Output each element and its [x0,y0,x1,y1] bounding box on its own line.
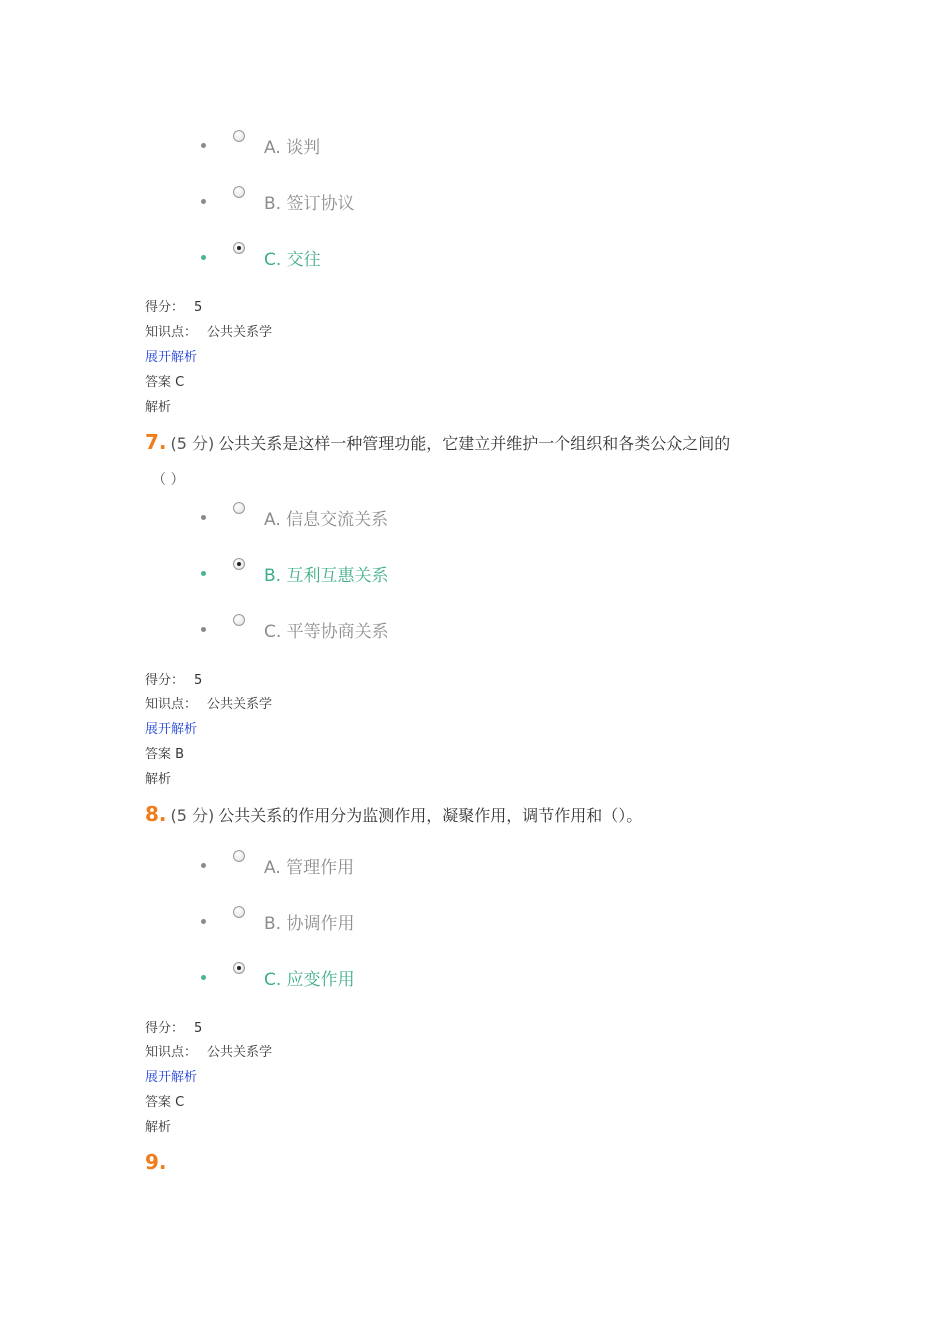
q7-score: 得分： 5 [145,673,203,688]
q7-option-b-label: B. 互利互惠关系 [264,566,389,586]
bullet-icon [201,919,206,924]
radio-unchecked-icon[interactable] [233,614,245,626]
q8-option-c[interactable] [0,962,700,992]
q6-analysis-label: 解析 [145,400,172,415]
q8-knowledge-point: 知识点： 公共关系学 [145,1045,273,1060]
q8-points: (5 分) [170,806,215,825]
bullet-icon [201,571,206,576]
q9-header [145,1150,167,1174]
radio-checked-icon[interactable] [233,242,245,254]
q8-option-a[interactable] [0,850,700,880]
q8-expand-analysis-link[interactable]: 展开解析 [145,1070,198,1085]
q6-knowledge-point: 知识点： 公共关系学 [145,325,273,340]
q6-option-c[interactable] [0,242,700,272]
q8-option-c-label: C. 应变作用 [264,970,355,990]
radio-unchecked-icon[interactable] [233,186,245,198]
q7-header [145,430,730,454]
q7-text-continued: （ ） [152,472,185,488]
radio-unchecked-icon[interactable] [233,850,245,862]
q7-knowledge-point: 知识点： 公共关系学 [145,697,273,712]
q8-text: 公共关系的作用分为监测作用，凝聚作用，调节作用和（）。 [218,806,643,825]
q7-number: 7. [145,430,167,454]
q6-option-a-label: A. 谈判 [264,138,321,158]
q8-analysis-label: 解析 [145,1120,172,1135]
bullet-icon [201,255,206,260]
q6-option-a[interactable] [0,130,700,160]
q7-option-c[interactable] [0,614,700,644]
radio-checked-icon[interactable] [233,962,245,974]
q6-option-b-label: B. 签订协议 [264,194,355,214]
bullet-icon [201,515,206,520]
radio-unchecked-icon[interactable] [233,906,245,918]
radio-unchecked-icon[interactable] [233,130,245,142]
q8-option-b[interactable] [0,906,700,936]
q7-option-a[interactable] [0,502,700,532]
bullet-icon [201,143,206,148]
q8-option-b-label: B. 协调作用 [264,914,355,934]
q6-option-b[interactable] [0,186,700,216]
q6-option-c-label: C. 交往 [264,250,321,270]
q8-option-a-label: A. 管理作用 [264,858,355,878]
q7-analysis-label: 解析 [145,772,172,787]
bullet-icon [201,627,206,632]
q7-option-c-label: C. 平等协商关系 [264,622,389,642]
q7-answer: 答案 B [145,747,185,762]
radio-checked-icon[interactable] [233,558,245,570]
q7-text: 公共关系是这样一种管理功能，它建立并维护一个组织和各类公众之间的 [218,434,731,453]
q6-answer: 答案 C [145,375,185,390]
q9-number: 9. [145,1150,167,1174]
q7-option-a-label: A. 信息交流关系 [264,510,389,530]
bullet-icon [201,199,206,204]
q7-expand-analysis-link[interactable]: 展开解析 [145,722,198,737]
bullet-icon [201,975,206,980]
q7-points: (5 分) [170,434,215,453]
q6-expand-analysis-link[interactable]: 展开解析 [145,350,198,365]
q8-number: 8. [145,802,167,826]
q7-option-b[interactable] [0,558,700,588]
q8-answer: 答案 C [145,1095,185,1110]
bullet-icon [201,863,206,868]
q8-score: 得分： 5 [145,1021,203,1036]
q6-score: 得分： 5 [145,300,203,315]
q8-header [145,802,642,826]
radio-unchecked-icon[interactable] [233,502,245,514]
